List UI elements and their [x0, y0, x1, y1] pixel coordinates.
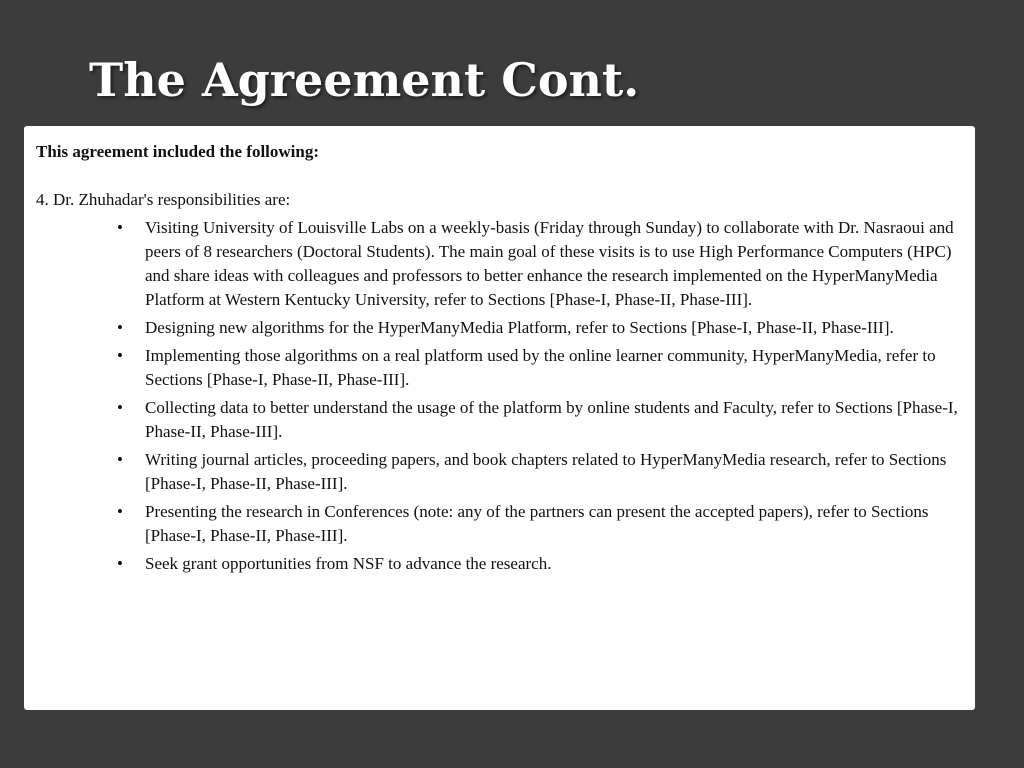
list-item-text: Visiting University of Louisville Labs on a weekly-basis (Friday through Sunday) to collaborate with Dr. Nasraoui and peers of 8 researchers (Doctoral Students). The main goal of these visits is to use High Performance Computers (HPC) and share ideas with colleagues and professors to better enhance the research implemented on the HyperManyMedia Platform at Western Kentucky University, refer to Sections [Phase-I, Phase-II, Phase-III].	[145, 218, 954, 309]
list-item	[36, 344, 961, 392]
bullet-icon: •	[117, 346, 123, 365]
list-item	[36, 316, 961, 340]
list-item	[36, 448, 961, 496]
list-item	[36, 552, 961, 576]
list-item	[36, 396, 961, 444]
responsibilities-list	[36, 216, 961, 576]
bullet-icon: •	[117, 318, 123, 337]
list-item-text: Presenting the research in Conferences (note: any of the partners can present the accepted papers), refer to Sections [Phase-I, Phase-II, Phase-III].	[145, 502, 929, 545]
bullet-icon: •	[117, 398, 123, 417]
bullet-icon: •	[117, 218, 123, 237]
list-item-text: Collecting data to better understand the usage of the platform by online students and Faculty, refer to Sections [Phase-I, Phase-II, Phase-III].	[145, 398, 958, 441]
list-item	[36, 216, 961, 312]
bullet-icon: •	[117, 450, 123, 469]
list-item-text: Implementing those algorithms on a real platform used by the online learner community, HyperManyMedia, refer to Sections [Phase-I, Phase-II, Phase-III].	[145, 346, 936, 389]
list-item-text: Seek grant opportunities from NSF to advance the research.	[145, 554, 552, 573]
responsibilities-heading: 4. Dr. Zhuhadar's responsibilities are:	[36, 190, 291, 209]
list-item	[36, 500, 961, 548]
bullet-icon: •	[117, 502, 123, 521]
content-panel	[24, 126, 975, 710]
slide-title: The Agreement Cont.	[89, 53, 640, 107]
list-item-text: Designing new algorithms for the HyperManyMedia Platform, refer to Sections [Phase-I, Phase-II, Phase-III].	[145, 318, 894, 337]
list-item-text: Writing journal articles, proceeding papers, and book chapters related to HyperManyMedia research, refer to Sections [Phase-I, Phase-II, Phase-III].	[145, 450, 947, 493]
bullet-icon: •	[117, 554, 123, 573]
intro-text: This agreement included the following:	[36, 142, 320, 161]
